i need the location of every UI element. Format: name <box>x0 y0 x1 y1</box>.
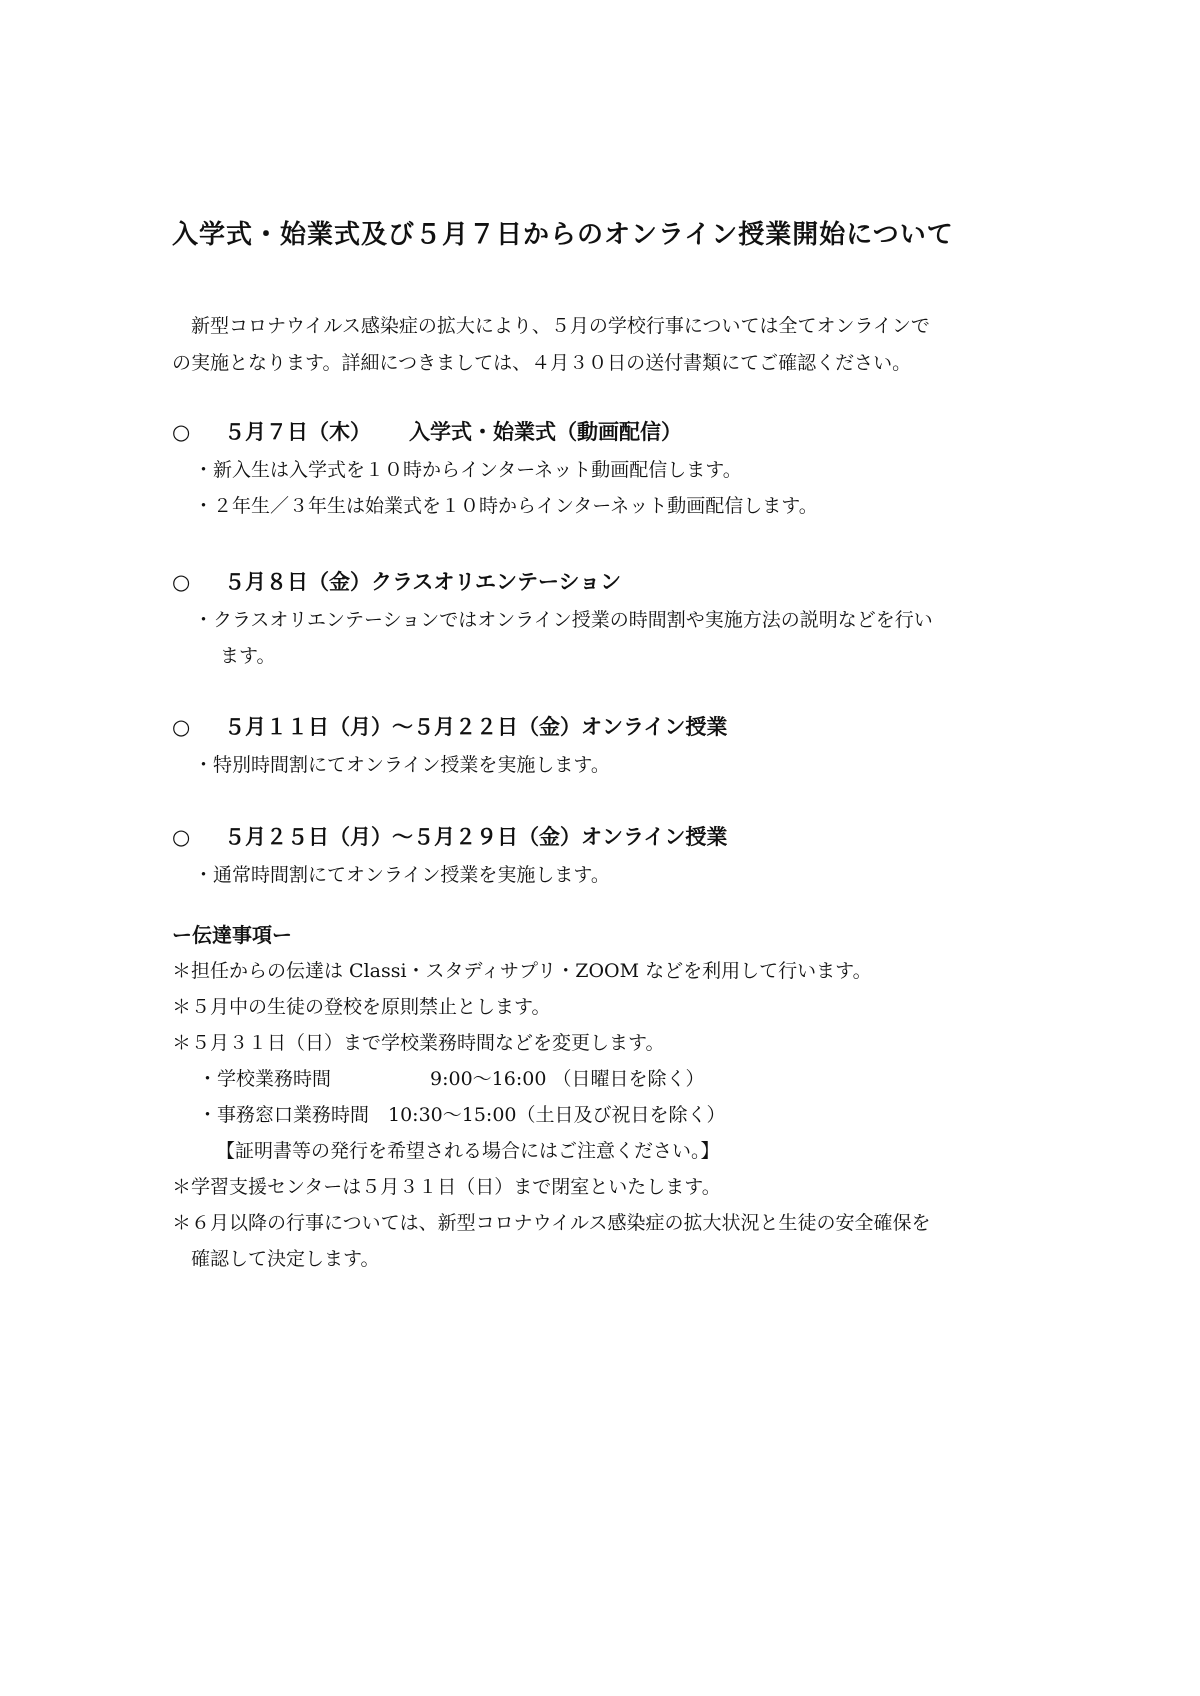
list-item: ・２年生／３年生は始業式を１０時からインターネット動画配信します。 <box>194 495 818 517</box>
circle-mark: ○ <box>172 715 191 739</box>
hours-row-school <box>172 1061 1052 1097</box>
section-date: ５月７日（木） <box>224 420 371 444</box>
intro-paragraph <box>172 308 1042 382</box>
list-item: ・特別時間割にてオンライン授業を実施します。 <box>194 754 610 776</box>
notice-item: ＊学習支援センターは５月３１日（日）まで閉室といたします。 <box>172 1176 721 1198</box>
section-heading <box>172 817 727 857</box>
list-item <box>172 602 933 674</box>
certificate-note: 【証明書等の発行を希望される場合にはご注意ください。】 <box>216 1140 720 1162</box>
notice-item: ＊５月３１日（日）まで学校業務時間などを変更します。 <box>172 1032 665 1054</box>
notice-item-line-2: 確認して決定します。 <box>191 1248 380 1270</box>
hours-value: 10:30～15:00（土日及び祝日を除く） <box>388 1104 726 1126</box>
notice-item <box>172 1205 1052 1277</box>
section-date: ５月８日（金） <box>224 570 371 594</box>
circle-mark: ○ <box>172 570 191 594</box>
circle-mark: ○ <box>172 420 191 444</box>
section-heading <box>172 412 818 452</box>
intro-line-2: の実施となります。詳細につきましては、４月３０日の送付書類にてご確認ください。 <box>172 352 912 374</box>
notice-section <box>172 917 1052 1277</box>
section-event: オンライン授業 <box>581 825 728 849</box>
hours-value: 9:00～16:00 （日曜日を除く） <box>430 1068 705 1090</box>
section-class-orientation <box>172 562 933 674</box>
hours-row-office <box>172 1097 1052 1133</box>
section-date: ５月２５日（月）～５月２９日（金） <box>224 825 581 849</box>
section-event: 入学式・始業式（動画配信） <box>409 420 682 444</box>
hours-label: ・学校業務時間 <box>198 1068 332 1090</box>
section-date: ５月１１日（月）～５月２２日（金） <box>224 715 581 739</box>
circle-mark: ○ <box>172 825 191 849</box>
notice-item: ＊担任からの伝達は Classi・スタディサプリ・ZOOM などを利用して行います。 <box>172 960 872 982</box>
list-item-line-1: ・クラスオリエンテーションではオンライン授業の時間割や実施方法の説明などを行い <box>194 609 933 631</box>
list-item: ・新入生は入学式を１０時からインターネット動画配信します。 <box>194 459 742 481</box>
section-event: オンライン授業 <box>581 715 728 739</box>
notice-item-line-1: ＊６月以降の行事については、新型コロナウイルス感染症の拡大状況と生徒の安全確保を <box>172 1212 931 1234</box>
list-item-line-2: ます。 <box>220 645 276 667</box>
section-entrance-ceremony <box>172 412 818 524</box>
hours-label: ・事務窓口業務時間 <box>198 1104 370 1126</box>
notice-heading: ー伝達事項ー <box>172 923 292 947</box>
section-online-classes-special <box>172 707 727 783</box>
section-online-classes-regular <box>172 817 727 893</box>
notice-item: ＊５月中の生徒の登校を原則禁止とします。 <box>172 996 551 1018</box>
list-item: ・通常時間割にてオンライン授業を実施します。 <box>194 864 610 886</box>
document-title: 入学式・始業式及び５月７日からのオンライン授業開始について <box>172 220 954 250</box>
section-heading <box>172 707 727 747</box>
section-event: クラスオリエンテーション <box>371 570 622 594</box>
section-heading <box>172 562 933 602</box>
intro-line-1: 新型コロナウイルス感染症の拡大により、５月の学校行事については全てオンラインで <box>191 315 930 337</box>
